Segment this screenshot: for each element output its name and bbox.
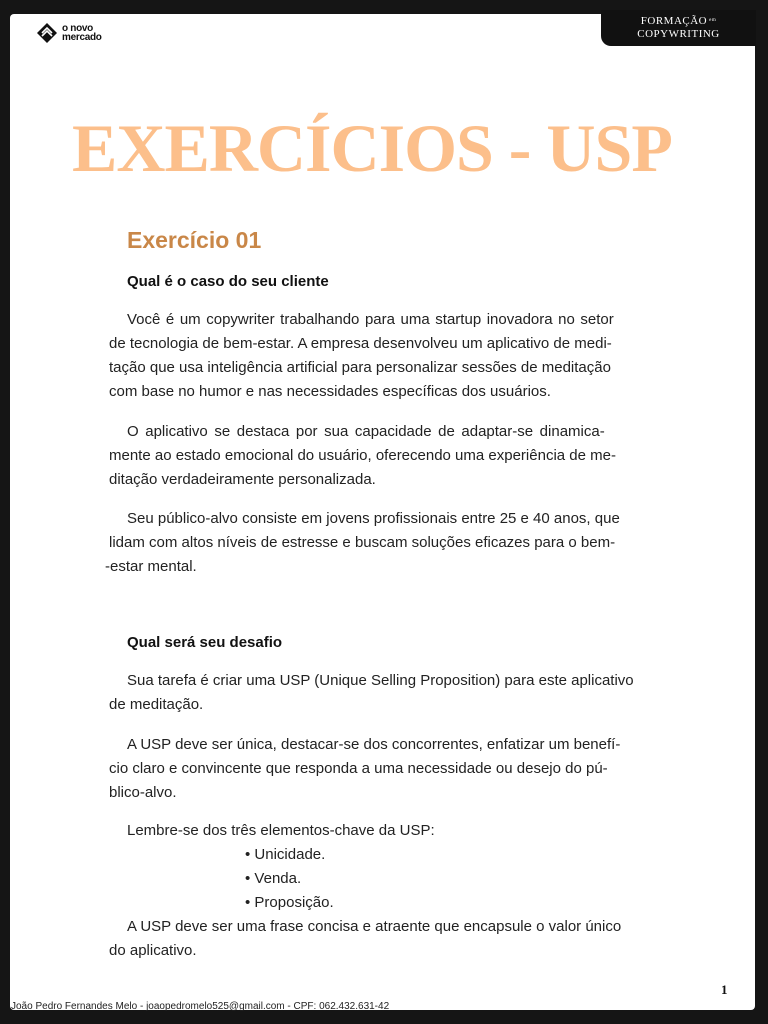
text-line: O aplicativo se destaca por sua capacidade de adaptar-se dinamica- (127, 423, 605, 440)
course-badge-line-2: COPYWRITING (637, 28, 720, 40)
text-line: Sua tarefa é criar uma USP (Unique Selling Proposition) para este aplicativo (127, 672, 634, 689)
paragraph-app-feature (109, 420, 616, 492)
footer-credit: João Pedro Fernandes Melo - joaopedromelo525@gmail.com - CPF: 062.432.631-42 (11, 1001, 390, 1012)
brand-logo (36, 22, 102, 44)
usp-elements-list (245, 843, 334, 915)
challenge-heading: Qual será seu desafio (127, 634, 283, 651)
text-line: com base no humor e nas necessidades específicas dos usuários. (109, 383, 551, 400)
text-line: Lembre-se dos três elementos-chave da USP: (127, 822, 435, 839)
text-line: Você é um copywriter trabalhando para uma startup inovadora no setor (127, 311, 614, 328)
client-case-heading: Qual é o caso do seu cliente (127, 273, 329, 290)
exercise-heading: Exercício 01 (127, 227, 262, 253)
text-line: de tecnologia de bem-estar. A empresa desenvolveu um aplicativo de medi- (109, 335, 612, 352)
text-line: mente ao estado emocional do usuário, oferecendo uma experiência de me- (109, 447, 616, 464)
text-line: A USP deve ser única, destacar-se dos concorrentes, enfatizar um benefí- (127, 736, 621, 753)
paragraph-usp-summary (109, 915, 621, 963)
text-line: do aplicativo. (109, 942, 197, 959)
course-badge-line-1 (601, 15, 756, 27)
text-line: tação que usa inteligência artificial para personalizar sessões de meditação (109, 359, 611, 376)
paragraph-client-intro (109, 308, 614, 404)
list-item: • Proposição. (245, 894, 334, 911)
course-badge-word: FORMAÇÃO (640, 15, 708, 27)
page-number: 1 (721, 982, 728, 997)
course-badge (601, 10, 756, 46)
text-line: ditação verdadeiramente personalizada. (109, 471, 376, 488)
logo-line-2: mercado (62, 32, 102, 43)
logo-wordmark (62, 24, 102, 42)
list-item: • Venda. (245, 870, 302, 887)
paragraph-key-elements-intro (109, 819, 435, 843)
paragraph-target-audience (105, 507, 620, 579)
course-badge-small-word: em (709, 18, 717, 24)
text-line: cio claro e convincente que responda a uma necessidade ou desejo do pú- (109, 760, 608, 777)
text-line: -estar mental. (105, 558, 197, 575)
text-line: Seu público-alvo consiste em jovens profissionais entre 25 e 40 anos, que (127, 510, 620, 527)
diamond-logo-icon (36, 22, 58, 44)
paragraph-usp-requirements (109, 733, 620, 805)
text-line: A USP deve ser uma frase concisa e atraente que encapsule o valor único (127, 918, 622, 935)
paragraph-task (109, 669, 634, 717)
text-line: de meditação. (109, 696, 204, 713)
text-line: lidam com altos níveis de estresse e buscam soluções eficazes para o bem- (109, 534, 616, 551)
page-title: EXERCÍCIOS - USP (72, 110, 672, 186)
logo-line-1: o novo (62, 23, 93, 34)
list-item: • Unicidade. (245, 846, 326, 863)
text-line: blico-alvo. (109, 784, 177, 801)
